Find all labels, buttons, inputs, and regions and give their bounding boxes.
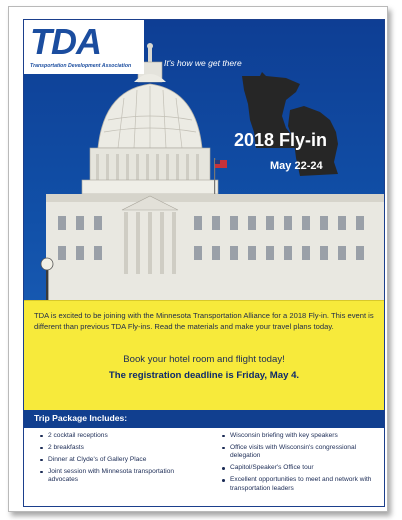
bullet-icon <box>222 435 225 438</box>
list-item <box>220 444 374 461</box>
package-header <box>24 410 384 428</box>
bullet-icon <box>222 467 225 470</box>
flyer-frame <box>23 19 385 507</box>
list-item <box>38 468 196 485</box>
event-dates: May 22-24 <box>270 160 323 172</box>
package-title: Trip Package Includes: <box>34 413 128 423</box>
list-item <box>38 432 196 440</box>
list-item-text: Joint session with Minnesota transportation advocates <box>48 468 175 484</box>
booking-callout: Book your hotel room and flight today! <box>123 354 285 365</box>
list-item-text: Capitol/Speaker's Office tour <box>230 464 314 472</box>
logo <box>24 20 144 74</box>
flyer-page <box>8 6 388 512</box>
list-item <box>220 432 374 440</box>
list-item <box>220 476 374 493</box>
list-item-text: Dinner at Clyde's of Gallery Place <box>48 456 147 463</box>
package-list-left <box>38 432 196 488</box>
deadline-callout: The registration deadline is Friday, May 4. <box>108 370 300 381</box>
list-item-text: 2 cocktail receptions <box>48 432 108 439</box>
list-item <box>220 464 374 472</box>
logo-org-name: Transportation Development Association <box>30 63 132 69</box>
list-item-text: Excellent opportunities to meet and network with transportation leaders <box>230 476 372 492</box>
bullet-icon <box>40 435 43 438</box>
event-title: 2018 Fly-in <box>234 130 328 150</box>
intro-text: TDA is excited to be joining with the Minnesota Transportation Alliance for a 2018 Fly-in. This event is different than previous TDA Fly-ins. Read the materials and make your travel plans today. <box>34 311 374 331</box>
bullet-icon <box>40 471 43 474</box>
list-item-text: Wisconsin briefing with key speakers <box>230 432 338 439</box>
list-item-text: 2 breakfasts <box>48 444 84 451</box>
tagline: It's how we get there <box>164 58 242 68</box>
bullet-icon <box>40 459 43 462</box>
list-item <box>38 456 196 464</box>
bullet-icon <box>40 447 43 450</box>
list-item <box>38 444 196 452</box>
bullet-icon <box>222 447 225 450</box>
list-item-text: Office visits with Wisconsin's congressional delegation <box>230 444 357 460</box>
package-list-right <box>220 432 374 497</box>
bullet-icon <box>222 479 225 482</box>
logo-wordmark: TDA <box>30 21 101 62</box>
